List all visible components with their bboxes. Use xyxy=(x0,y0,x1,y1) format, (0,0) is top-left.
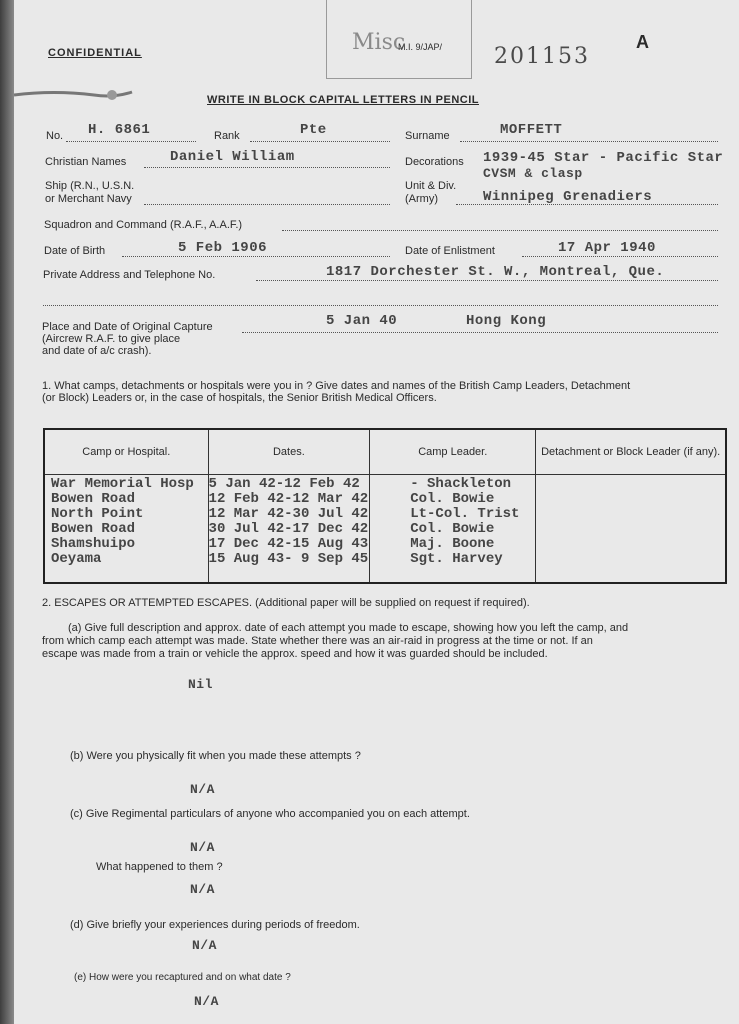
enlistment-label: Date of Enlistment xyxy=(405,245,495,257)
dob-line xyxy=(122,256,390,257)
leader-cell: Sgt. Harvey xyxy=(410,551,503,567)
unit-label-2: (Army) xyxy=(405,193,438,205)
address-line xyxy=(256,280,718,281)
christian-names-label: Christian Names xyxy=(45,156,127,168)
col-header-dates: Dates. xyxy=(208,429,370,475)
camp-cell: War Memorial Hosp xyxy=(51,476,194,492)
col-header-leader: Camp Leader. xyxy=(370,429,536,475)
dob-value: 5 Feb 1906 xyxy=(178,240,268,256)
rank-line xyxy=(250,141,390,142)
dates-cell: 15 Aug 43- 9 Sep 45 xyxy=(208,551,369,567)
instruction-heading: WRITE IN BLOCK CAPITAL LETTERS IN PENCIL xyxy=(207,94,479,106)
q2a-text-1: (a) Give full description and approx. date of each attempt you made to escape, showing how you left the camp, and xyxy=(68,622,629,634)
squadron-label: Squadron and Command (R.A.F., A.A.F.) xyxy=(44,219,243,231)
camps-table xyxy=(43,428,727,584)
surname-value: MOFFETT xyxy=(500,122,563,138)
capture-place-value: Hong Kong xyxy=(466,313,547,329)
leader-cell: Col. Bowie xyxy=(410,521,495,537)
camp-cell: Shamshuipo xyxy=(51,536,136,552)
unit-label: Unit & Div. xyxy=(405,180,457,192)
dates-column xyxy=(208,475,370,584)
q2b-text: (b) Were you physically fit when you made these attempts ? xyxy=(70,750,361,762)
enlistment-line xyxy=(522,256,718,257)
leader-cell: Maj. Boone xyxy=(410,536,495,552)
leader-cell: Lt-Col. Trist xyxy=(410,506,520,522)
q2-heading: 2. ESCAPES OR ATTEMPTED ESCAPES. (Additional paper will be supplied on request if required). xyxy=(42,597,530,609)
tag-string-image xyxy=(14,86,134,104)
address-label: Private Address and Telephone No. xyxy=(43,269,216,281)
dates-cell: 30 Jul 42-17 Dec 42 xyxy=(208,521,369,537)
unit-value: Winnipeg Grenadiers xyxy=(483,189,653,205)
ship-label-2: or Merchant Navy xyxy=(45,193,132,205)
q2b-answer: N/A xyxy=(190,782,215,797)
stamp-handwriting: Misc xyxy=(352,30,406,55)
capture-line xyxy=(242,332,718,333)
camp-cell: North Point xyxy=(51,506,144,522)
q2e-answer: N/A xyxy=(194,994,219,1009)
leader-column xyxy=(370,475,536,584)
rank-label: Rank xyxy=(214,130,240,142)
dates-cell: 12 Mar 42-30 Jul 42 xyxy=(208,506,369,522)
address-line-2 xyxy=(43,305,718,306)
rank-value: Pte xyxy=(300,122,327,138)
dates-cell: 12 Feb 42-12 Mar 42 xyxy=(208,491,369,507)
document-sheet xyxy=(14,0,739,1024)
capture-date-value: 5 Jan 40 xyxy=(326,313,398,329)
ship-label: Ship (R.N., U.S.N. xyxy=(45,180,135,192)
q1-text-2: (or Block) Leaders or, in the case of hospitals, the Senior British Medical Officers. xyxy=(42,392,437,404)
christian-names-value: Daniel William xyxy=(170,149,295,165)
no-label: No. xyxy=(46,130,64,142)
confidential-label: CONFIDENTIAL xyxy=(48,47,142,59)
christian-names-line xyxy=(144,167,390,168)
q2c-sub-answer: N/A xyxy=(190,882,215,897)
q2d-text: (d) Give briefly your experiences during periods of freedom. xyxy=(70,919,360,931)
q2c-answer: N/A xyxy=(190,840,215,855)
capture-label-2: (Aircrew R.A.F. to give place xyxy=(42,333,181,345)
q1-text-1: 1. What camps, detachments or hospitals were you in ? Give dates and names of the British Camp Leaders, Detachment xyxy=(42,380,631,392)
capture-label-3: and date of a/c crash). xyxy=(42,345,152,357)
dates-cell: 5 Jan 42-12 Feb 42 xyxy=(208,476,360,492)
paper-edge xyxy=(0,0,14,1024)
dob-label: Date of Birth xyxy=(44,245,106,257)
surname-label: Surname xyxy=(405,130,450,142)
q2a-text-2: from which camp each attempt was made. State whether there was an air-raid in progress at the time or not. If an xyxy=(42,635,593,647)
leader-cell: - Shackleton xyxy=(410,476,512,492)
q2a-text-3: escape was made from a train or vehicle the approx. speed and how it was guarded should be included. xyxy=(42,648,548,660)
q2c-sub-text: What happened to them ? xyxy=(96,861,223,873)
form-letter: A xyxy=(636,32,649,52)
enlistment-value: 17 Apr 1940 xyxy=(558,240,656,256)
camp-cell: Bowen Road xyxy=(51,491,136,507)
address-value: 1817 Dorchester St. W., Montreal, Que. xyxy=(326,264,665,280)
col-header-camp: Camp or Hospital. xyxy=(44,429,208,475)
camp-cell: Oeyama xyxy=(51,551,102,567)
detachment-column xyxy=(536,475,726,584)
camp-cell: Bowen Road xyxy=(51,521,136,537)
decorations-label: Decorations xyxy=(405,156,464,168)
reference-number: M.I. 9/JAP/ xyxy=(398,42,443,52)
decorations-value-2: CVSM & clasp xyxy=(483,166,583,181)
capture-label: Place and Date of Original Capture xyxy=(42,321,213,333)
dates-cell: 17 Dec 42-15 Aug 43 xyxy=(208,536,369,552)
col-header-detachment: Detachment or Block Leader (if any). xyxy=(536,429,726,475)
handwritten-file-number: 201153 xyxy=(494,44,590,69)
leader-cell: Col. Bowie xyxy=(410,491,495,507)
surname-line xyxy=(460,141,718,142)
q2c-text: (c) Give Regimental particulars of anyone who accompanied you on each attempt. xyxy=(70,808,470,820)
squadron-line xyxy=(282,230,718,231)
q2d-answer: N/A xyxy=(192,938,217,953)
ship-line xyxy=(144,204,390,205)
camp-column xyxy=(44,475,208,584)
no-value: H. 6861 xyxy=(88,122,151,138)
q2e-text: (e) How were you recaptured and on what date ? xyxy=(74,972,291,983)
q2a-answer: Nil xyxy=(188,677,213,692)
decorations-value-1: 1939-45 Star - Pacific Star xyxy=(483,150,724,166)
no-line xyxy=(66,141,196,142)
